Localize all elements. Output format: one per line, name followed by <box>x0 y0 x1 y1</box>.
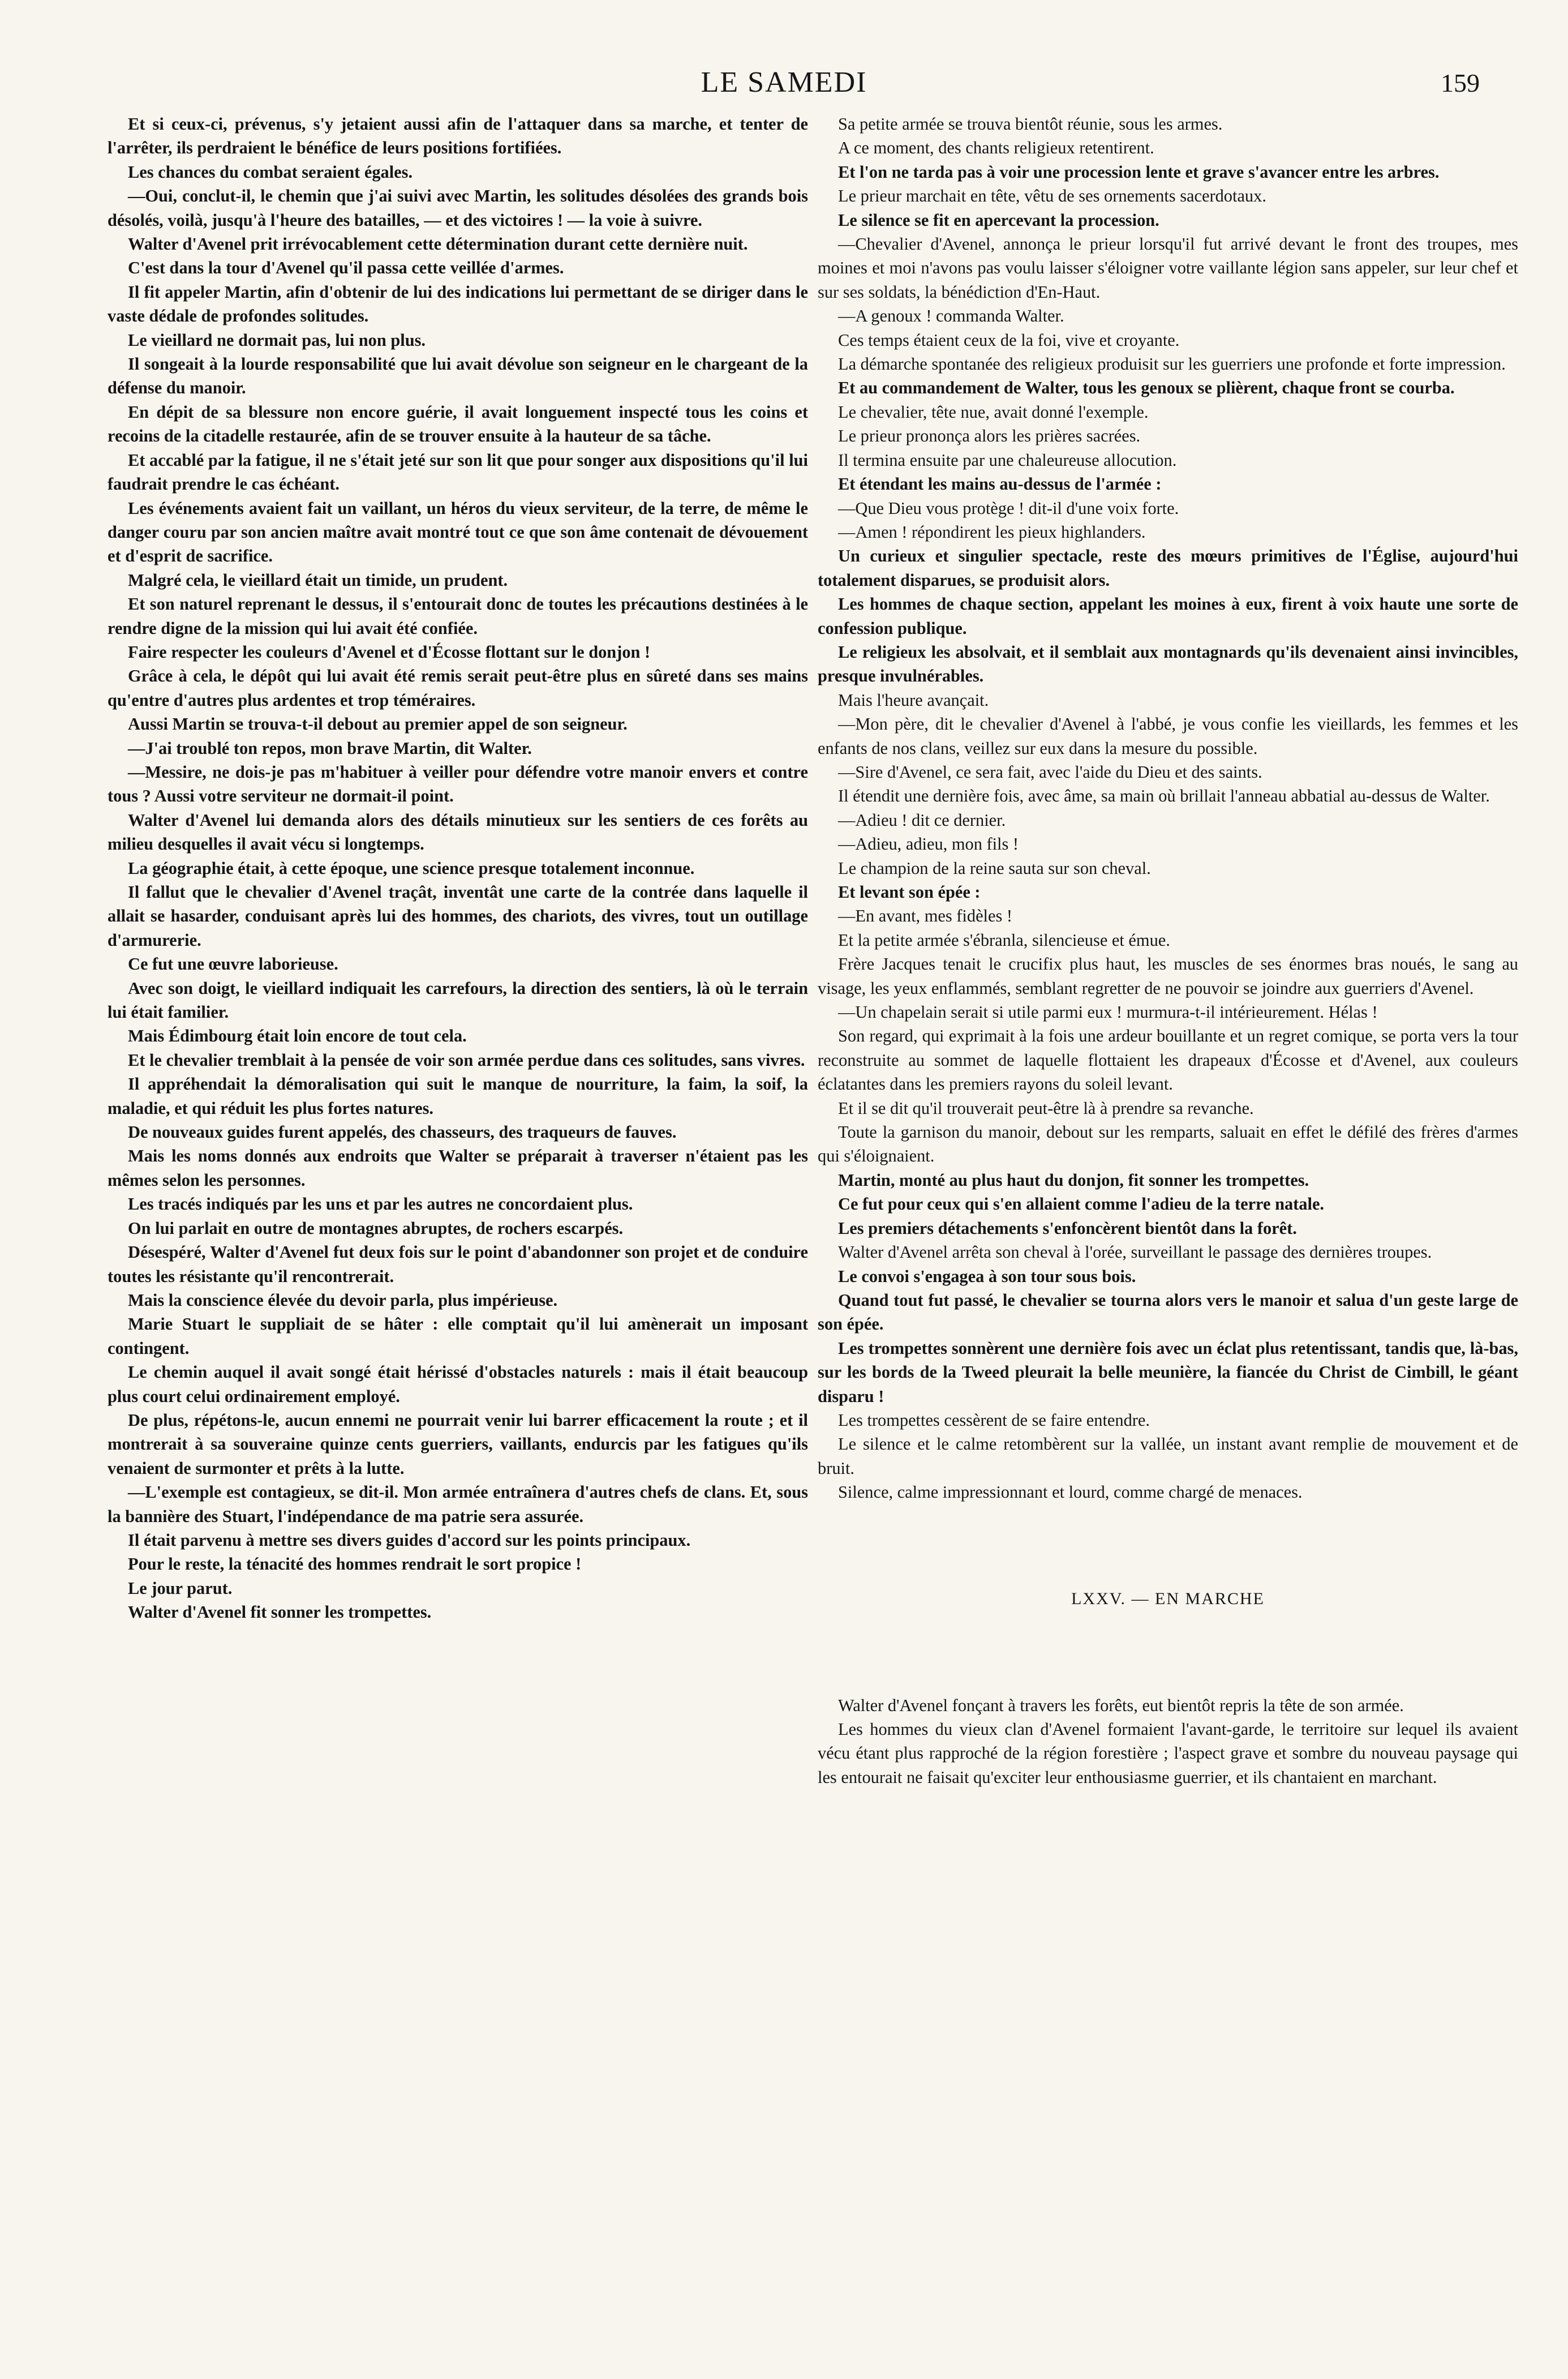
paragraph: De nouveaux guides furent appelés, des chasseurs, des traqueurs de fauves. <box>128 1122 677 1142</box>
paragraph: C'est dans la tour d'Avenel qu'il passa cette veillée d'armes. <box>128 258 564 278</box>
page-number: 159 <box>1441 68 1480 97</box>
paragraph: Et au commandement de Walter, tous les genoux se plièrent, chaque front se courba. <box>838 378 1455 398</box>
paragraph: Faire respecter les couleurs d'Avenel et d'Écosse flottant sur le donjon ! <box>128 642 651 662</box>
paragraph: Il songeait à la lourde responsabilité que lui avait dévolue son seigneur en le chargeant de la défense du manoir. <box>108 354 808 398</box>
paragraph: Le jour parut. <box>128 1578 233 1598</box>
paragraph: Et son naturel reprenant le dessus, il s'entourait donc de toutes les précautions destinées à le rendre digne de la mission qui lui avait été confiée. <box>108 594 808 638</box>
paragraph: Marie Stuart le suppliait de se hâter : elle comptait qu'il lui amènerait un imposant contingent. <box>108 1314 808 1358</box>
paragraph: Martin, monté au plus haut du donjon, fit sonner les trompettes. <box>838 1170 1309 1190</box>
paragraph: Il fallut que le chevalier d'Avenel traçât, inventât une carte de la contrée dans laquelle il allait se hasarder, conduisant après lui des hommes, des chariots, des vivres, tout un outillage d'armurerie. <box>108 882 808 950</box>
paragraph: —Oui, conclut-il, le chemin que j'ai suivi avec Martin, les solitudes désolées des grands bois désolés, voilà, jusqu'à l'heure des batailles, — et des victoires ! — la voie à suivre. <box>108 186 808 230</box>
paragraph: Et il se dit qu'il trouverait peut-être là à prendre sa revanche. <box>838 1098 1254 1118</box>
paragraph: A ce moment, des chants religieux retentirent. <box>838 138 1154 158</box>
paragraph: Ce fut pour ceux qui s'en allaient comme l'adieu de la terre natale. <box>838 1194 1325 1214</box>
paragraph: Sa petite armée se trouva bientôt réunie, sous les armes. <box>838 114 1223 134</box>
paragraph: —Chevalier d'Avenel, annonça le prieur lorsqu'il fut arrivé devant le front des troupes, mes moines et moi n'avons pas voulu laisser s'éloigner votre vaillante légion sans appeler, sur leur chef et sur ses soldats, la bénédiction d'En-Haut. <box>818 234 1518 302</box>
paragraph: —Adieu, adieu, mon fils ! <box>838 834 1019 854</box>
paragraph: —Messire, ne dois-je pas m'habituer à veiller pour défendre votre manoir envers et contre tous ? Aussi votre serviteur ne dormait-il point. <box>108 762 808 806</box>
paragraph: —Que Dieu vous protège ! dit-il d'une voix forte. <box>838 498 1179 518</box>
paragraph: Mais la conscience élevée du devoir parla, plus impérieuse. <box>128 1290 558 1310</box>
paragraph: Il fit appeler Martin, afin d'obtenir de lui des indications lui permettant de se diriger dans le vaste dédale de profondes solitudes. <box>108 282 808 326</box>
left-column <box>108 112 808 1624</box>
paragraph: Les premiers détachements s'enfoncèrent bientôt dans la forêt. <box>838 1218 1297 1238</box>
paragraph: Et accablé par la fatigue, il ne s'était jeté sur son lit que pour songer aux dispositions qu'il lui faudrait prendre le cas échéant. <box>108 450 808 494</box>
paragraph: Le convoi s'engagea à son tour sous bois. <box>838 1266 1136 1286</box>
paragraph: Les trompettes cessèrent de se faire entendre. <box>838 1410 1150 1430</box>
right-column <box>818 112 1518 1789</box>
paragraph: Et le chevalier tremblait à la pensée de voir son armée perdue dans ces solitudes, sans vivres. <box>128 1050 805 1070</box>
paragraph: En dépit de sa blessure non encore guérie, il avait longuement inspecté tous les coins et recoins de la citadelle restaurée, afin de se trouver ensuite à la hauteur de sa tâche. <box>108 402 808 446</box>
paragraph: La géographie était, à cette époque, une science presque totalement inconnue. <box>128 858 695 878</box>
paragraph: —Sire d'Avenel, ce sera fait, avec l'aide du Dieu et des saints. <box>838 762 1262 782</box>
paragraph: Il était parvenu à mettre ses divers guides d'accord sur les points principaux. <box>128 1530 691 1550</box>
paragraph: Malgré cela, le vieillard était un timide, un prudent. <box>128 570 508 590</box>
paragraph: Il termina ensuite par une chaleureuse allocution. <box>838 450 1177 470</box>
paragraph: Walter d'Avenel prit irrévocablement cette détermination durant cette dernière nuit. <box>128 234 748 254</box>
paragraph: Mais l'heure avançait. <box>838 690 989 710</box>
paragraph: Le vieillard ne dormait pas, lui non plus. <box>128 330 426 350</box>
paragraph: Le chemin auquel il avait songé était hérissé d'obstacles naturels : mais il était beaucoup plus court celui ordinairement employé. <box>108 1362 808 1406</box>
paragraph: Et l'on ne tarda pas à voir une procession lente et grave s'avancer entre les arbres. <box>838 162 1440 182</box>
paragraph: Les hommes de chaque section, appelant les moines à eux, firent à voix haute une sorte de confession publique. <box>818 594 1518 638</box>
paragraph: Avec son doigt, le vieillard indiquait les carrefours, la direction des sentiers, là où le terrain lui était familier. <box>108 978 808 1022</box>
paragraph: Le prieur prononça alors les prières sacrées. <box>838 426 1141 446</box>
paragraph: Il appréhendait la démoralisation qui suit le manque de nourriture, la faim, la soif, la maladie, et qui réduit les plus fortes natures. <box>108 1074 808 1118</box>
paragraph: Son regard, qui exprimait à la fois une ardeur bouillante et un regret comique, se porta vers la tour reconstruite au sommet de laquelle flottaient les drapeaux d'Écosse et d'Avenel, aux couleurs éclatantes dans les premiers rayons du soleil levant. <box>818 1026 1518 1094</box>
paragraph: Les événements avaient fait un vaillant, un héros du vieux serviteur, de la terre, de même le danger couru par son ancien maître avait montré tout ce que son âme contenait de dévouement et d'esprit de sacrifice. <box>108 498 808 566</box>
section-text <box>818 1694 1518 1790</box>
paragraph: Walter d'Avenel fonçant à travers les forêts, eut bientôt repris la tête de son armée. <box>838 1695 1404 1715</box>
paragraph: Et la petite armée s'ébranla, silencieuse et émue. <box>838 930 1170 950</box>
paragraph: Le silence et le calme retombèrent sur la vallée, un instant avant remplie de mouvement et de bruit. <box>818 1434 1518 1478</box>
paragraph: —En avant, mes fidèles ! <box>838 906 1013 926</box>
section-heading: LXXV. — EN MARCHE <box>1071 1589 1265 1608</box>
paragraph: La démarche spontanée des religieux produisit sur les guerriers une profonde et forte impression. <box>838 354 1506 374</box>
paragraph: Mais Édimbourg était loin encore de tout cela. <box>128 1026 467 1046</box>
paragraph: Grâce à cela, le dépôt qui lui avait été remis serait peut-être plus en sûreté dans ses mains qu'entre d'autres plus ardentes et trop téméraires. <box>108 666 808 710</box>
paragraph: Le prieur marchait en tête, vêtu de ses ornements sacerdotaux. <box>838 186 1266 206</box>
paragraph: Le champion de la reine sauta sur son cheval. <box>838 858 1151 878</box>
page-title: LE SAMEDI <box>701 66 867 98</box>
paragraph: Et si ceux-ci, prévenus, s'y jetaient aussi afin de l'attaquer dans sa marche, et tenter de l'arrêter, ils perdraient le bénéfice de leurs positions fortifiées. <box>108 114 808 158</box>
right-column-text <box>818 112 1518 1504</box>
paragraph: Pour le reste, la ténacité des hommes rendrait le sort propice ! <box>128 1554 582 1574</box>
paragraph: Et levant son épée : <box>838 882 981 902</box>
paragraph: Le religieux les absolvait, et il semblait aux montagnards qu'ils devenaient ainsi invincibles, presque invulnérables. <box>818 642 1518 686</box>
paragraph: Les chances du combat seraient égales. <box>128 162 413 182</box>
paragraph: Le chevalier, tête nue, avait donné l'exemple. <box>838 402 1149 422</box>
paragraph: —A genoux ! commanda Walter. <box>838 306 1064 326</box>
paragraph: Le silence se fit en apercevant la procession. <box>838 210 1159 230</box>
paragraph: Frère Jacques tenait le crucifix plus haut, les muscles de ses énormes bras noués, le sang au visage, les yeux enflammés, semblant regretter de ne pouvoir se joindre aux guerriers d'Avenel. <box>818 954 1518 998</box>
paragraph: Les trompettes sonnèrent une dernière fois avec un éclat plus retentissant, tandis que, là-bas, sur les bords de la Tweed pleurait la belle meunière, la fiancée du Christ de Cimbill, le géant disparu ! <box>818 1338 1518 1406</box>
paragraph: —Adieu ! dit ce dernier. <box>838 810 1006 830</box>
paragraph: De plus, répétons-le, aucun ennemi ne pourrait venir lui barrer efficacement la route ; et il montrerait à sa souveraine quinze cents guerriers, vaillants, endurcis par les fatigues qu'ils venaient de surmonter et prêts à la lutte. <box>108 1410 808 1478</box>
paragraph: Il étendit une dernière fois, avec âme, sa main où brillait l'anneau abbatial au-dessus de Walter. <box>838 786 1490 806</box>
paragraph: Les tracés indiqués par les uns et par les autres ne concordaient plus. <box>128 1194 633 1214</box>
paragraph: Walter d'Avenel fit sonner les trompettes. <box>128 1602 432 1622</box>
paragraph: Walter d'Avenel lui demanda alors des détails minutieux sur les sentiers de ces forêts au milieu desquelles il avait vécu si longtemps. <box>108 810 808 854</box>
paragraph: Walter d'Avenel arrêta son cheval à l'orée, surveillant le passage des dernières troupes. <box>838 1242 1432 1262</box>
paragraph: Silence, calme impressionnant et lourd, comme chargé de menaces. <box>838 1482 1303 1502</box>
paragraph: Aussi Martin se trouva-t-il debout au premier appel de son seigneur. <box>128 714 628 734</box>
paragraph: —L'exemple est contagieux, se dit-il. Mon armée entraînera d'autres chefs de clans. Et, sous la bannière des Stuart, l'indépendance de ma patrie sera assurée. <box>108 1482 808 1526</box>
paragraph: —Amen ! répondirent les pieux highlanders. <box>838 522 1146 542</box>
paragraph: Un curieux et singulier spectacle, reste des mœurs primitives de l'Église, aujourd'hui totalement disparues, se produisit alors. <box>818 546 1518 590</box>
paragraph: —Mon père, dit le chevalier d'Avenel à l'abbé, je vous confie les vieillards, les femmes et les enfants de nos clans, veillez sur eux dans la mesure du possible. <box>818 714 1518 758</box>
paragraph: Mais les noms donnés aux endroits que Walter se préparait à traverser n'étaient pas les mêmes selon les personnes. <box>108 1146 808 1190</box>
paragraph: Toute la garnison du manoir, debout sur les remparts, saluait en effet le défilé des frères d'armes qui s'éloignaient. <box>818 1122 1518 1166</box>
paragraph: Et étendant les mains au-dessus de l'armée : <box>838 474 1162 494</box>
paragraph: Désespéré, Walter d'Avenel fut deux fois sur le point d'abandonner son projet et de conduire toutes les résistante qu'il rencontrerait. <box>108 1242 808 1286</box>
paragraph: —J'ai troublé ton repos, mon brave Martin, dit Walter. <box>128 738 532 758</box>
paragraph: —Un chapelain serait si utile parmi eux ! murmura-t-il intérieurement. Hélas ! <box>838 1002 1378 1022</box>
paragraph: Ce fut une œuvre laborieuse. <box>128 954 338 974</box>
paragraph: Les hommes du vieux clan d'Avenel formaient l'avant-garde, le territoire sur lequel ils avaient vécu étant plus rapproché de la région forestière ; l'aspect grave et sombre du nouveau paysage qui les entourait ne faisait qu'exciter leur enthousiasme guerrier, et ils chantaient en marchant. <box>818 1719 1518 1787</box>
paragraph: Quand tout fut passé, le chevalier se tourna alors vers le manoir et salua d'un geste large de son épée. <box>818 1290 1518 1334</box>
paragraph: On lui parlait en outre de montagnes abruptes, de rochers escarpés. <box>128 1218 624 1238</box>
paragraph: Ces temps étaient ceux de la foi, vive et croyante. <box>838 330 1180 350</box>
